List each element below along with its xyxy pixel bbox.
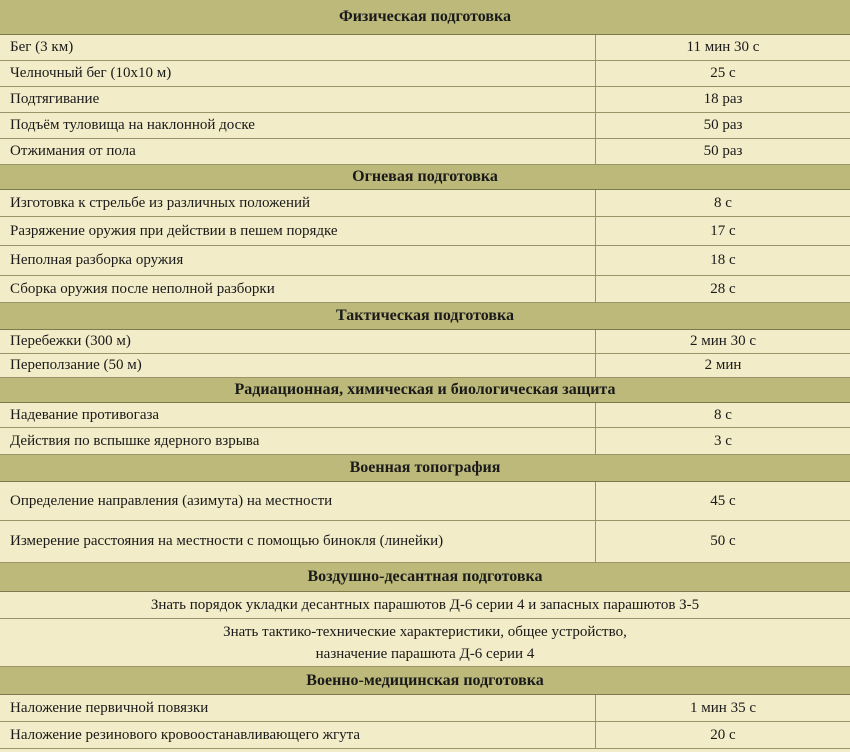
table-row: [0, 87, 850, 113]
exercise-name: Наложение первичной повязки: [0, 695, 596, 721]
table-row: [0, 246, 850, 276]
table-row: [0, 217, 850, 246]
exercise-name: Переползание (50 м): [0, 354, 596, 377]
exercise-name: Изготовка к стрельбе из различных положений: [0, 190, 596, 216]
norm-value: 3 с: [714, 432, 732, 449]
norm-value: 2 мин: [704, 357, 742, 373]
norm-value: 25 с: [710, 65, 736, 81]
norm-value: 50 раз: [703, 117, 743, 133]
table-row: [0, 35, 850, 61]
table-row: [0, 722, 850, 749]
note-line: назначение парашюта Д-6 серии 4: [315, 645, 535, 662]
section-header: Огневая подготовка: [0, 165, 850, 190]
norm-value: 18 с: [710, 252, 736, 268]
norm-value: 18 раз: [703, 91, 743, 107]
requirement-note: [0, 592, 850, 619]
section-header: Военно-медицинская подготовка: [0, 667, 850, 695]
exercise-name: Отжимания от пола: [0, 139, 596, 164]
norm-value: 17 с: [710, 222, 736, 239]
table-row: [0, 354, 850, 378]
table-row: [0, 330, 850, 354]
table-row: [0, 61, 850, 87]
exercise-name: Определение направления (азимута) на местности: [0, 482, 596, 520]
section-header: Радиационная, химическая и биологическая защита: [0, 378, 850, 403]
norm-value: 2 мин 30 с: [690, 333, 756, 349]
exercise-name: Подтягивание: [0, 87, 596, 112]
section-header: Физическая подготовка: [0, 0, 850, 35]
exercise-name: Челночный бег (10х10 м): [0, 61, 596, 86]
table-row: [0, 482, 850, 521]
norm-value: 8 с: [714, 406, 732, 423]
norm-value: 1 мин 35 с: [690, 699, 756, 716]
table-row: [0, 190, 850, 217]
exercise-name: Действия по вспышке ядерного взрыва: [0, 428, 596, 454]
norm-value: 8 с: [714, 194, 732, 211]
table-row: [0, 113, 850, 139]
exercise-name: Сборка оружия после неполной разборки: [0, 276, 596, 302]
section-header: Военная топография: [0, 455, 850, 482]
exercise-name: Перебежки (300 м): [0, 330, 596, 353]
table-row: [0, 403, 850, 428]
note-line: Знать тактико-технические характеристики, общее устройство,: [223, 623, 627, 640]
exercise-name: Надевание противогаза: [0, 403, 596, 427]
table-row: [0, 521, 850, 563]
exercise-name: Подъём туловища на наклонной доске: [0, 113, 596, 138]
section-header: Воздушно-десантная подготовка: [0, 563, 850, 592]
exercise-name: Разряжение оружия при действии в пешем порядке: [0, 217, 596, 245]
norm-value: 20 с: [710, 726, 736, 743]
requirement-note: [0, 619, 850, 667]
exercise-name: Измерение расстояния на местности с помощью бинокля (линейки): [0, 521, 596, 562]
note-line: Знать порядок укладки десантных парашютов Д-6 серии 4 и запасных парашютов З-5: [150, 597, 700, 613]
norm-value: 50 с: [710, 533, 736, 549]
table-row: [0, 139, 850, 165]
table-row: [0, 276, 850, 303]
norm-value: 50 раз: [703, 143, 743, 159]
exercise-name: Неполная разборка оружия: [0, 246, 596, 275]
exercise-name: Наложение резинового кровоостанавливающего жгута: [0, 722, 596, 748]
exercise-name: Бег (3 км): [0, 35, 596, 60]
norm-value: 45 с: [710, 492, 736, 509]
table-row: [0, 695, 850, 722]
norm-value: 28 с: [710, 280, 736, 297]
table-row: [0, 428, 850, 455]
norm-value: 11 мин 30 с: [686, 39, 760, 55]
section-header: Тактическая подготовка: [0, 303, 850, 330]
